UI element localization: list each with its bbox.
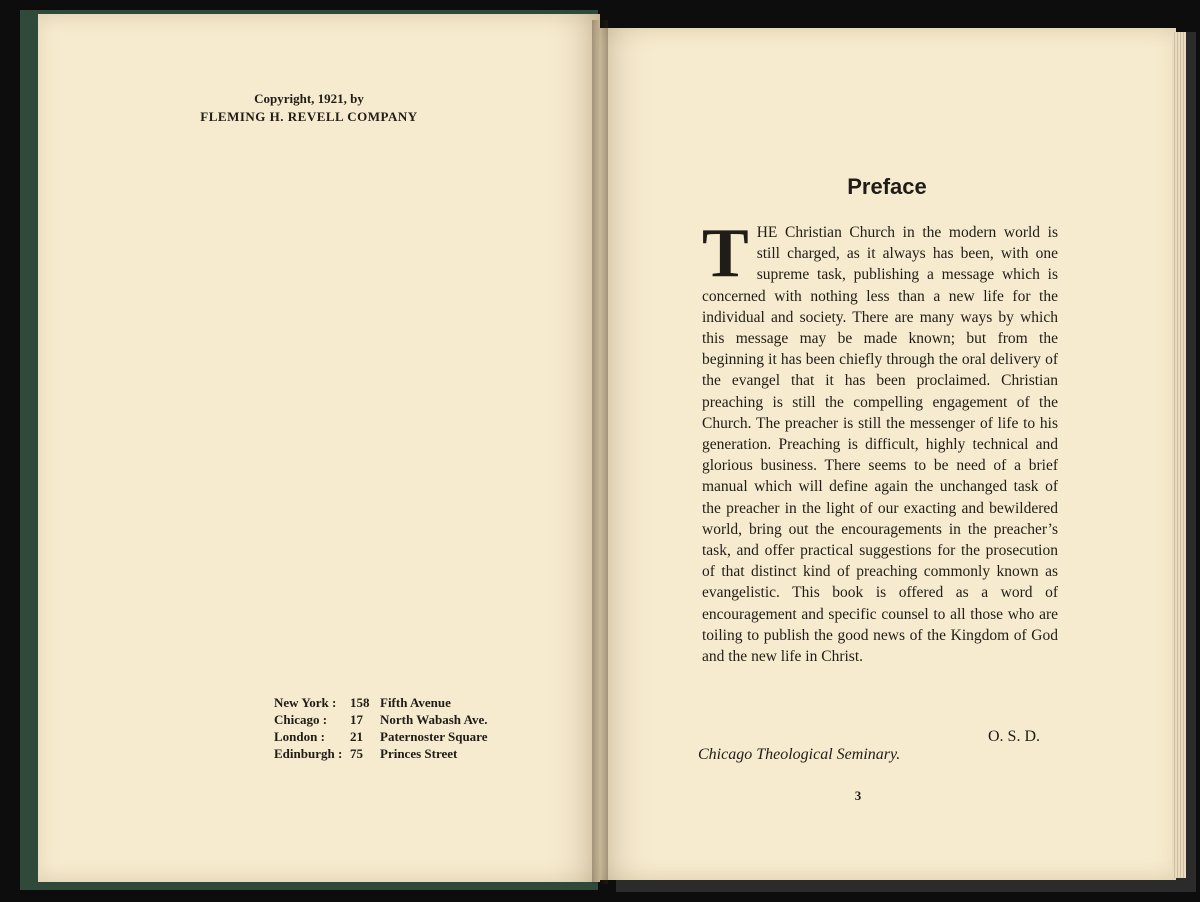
page-edges [1172,32,1186,878]
address-city: Chicago : [274,712,328,727]
publisher-name: FLEMING H. REVELL COMPANY [200,109,418,124]
drop-cap: T [702,215,749,292]
address-row [274,728,488,745]
address-row [274,711,488,728]
publisher-addresses [274,694,488,762]
address-street: North Wabash Ave. [380,712,488,727]
preface-title: Preface [847,174,927,199]
address-row [274,694,488,711]
address-number: 17 [350,712,363,727]
address-street: Princes Street [380,746,458,761]
address-street: Paternoster Square [380,729,488,744]
address-city: Edinburgh : [274,746,343,761]
preface-paragraph: HE Christian Church in the modern world is still charged, as it always has been, with one supreme task, publishing a message which is concerned with nothing less than a new life for the individual and society. There are many ways by which this message may be made known; but from the beginning it has been chiefly through the oral delivery of the evangel that it has been proclaimed. Christian preaching is still the compelling engagement of the Church. The preacher is still the messenger of life to his generation. Preaching is difficult, highly technical and glorious business. There seems to be need of a brief manual which will define again the unchanged task of the preacher in the light of our exacting and bewildered world, bring out the encouragements in the preacher’s task, and offer practical suggestions for the prosecution of that distinct kind of preaching commonly known as evangelistic. This book is offered as a word of encouragement and specific counsel to all those who are toiling to publish the good news of the Kingdom of God and the new life in Christ. [702,224,1058,666]
preface-body [702,215,1058,667]
copyright-line: Copyright, 1921, by [254,91,364,106]
address-number: 158 [350,695,370,710]
copyright-notice [38,90,580,126]
address-city: London : [274,729,325,744]
address-row [274,745,488,762]
author-affiliation: Chicago Theological Seminary. [698,746,901,763]
address-number: 21 [350,729,363,744]
open-book [20,10,1192,890]
address-number: 75 [350,746,363,761]
address-city: New York : [274,695,337,710]
author-initials: O. S. D. [988,728,1041,745]
page-number: 3 [854,788,862,803]
address-street: Fifth Avenue [380,695,451,710]
left-page [38,14,600,882]
book-gutter [592,20,608,884]
right-page [598,28,1176,880]
